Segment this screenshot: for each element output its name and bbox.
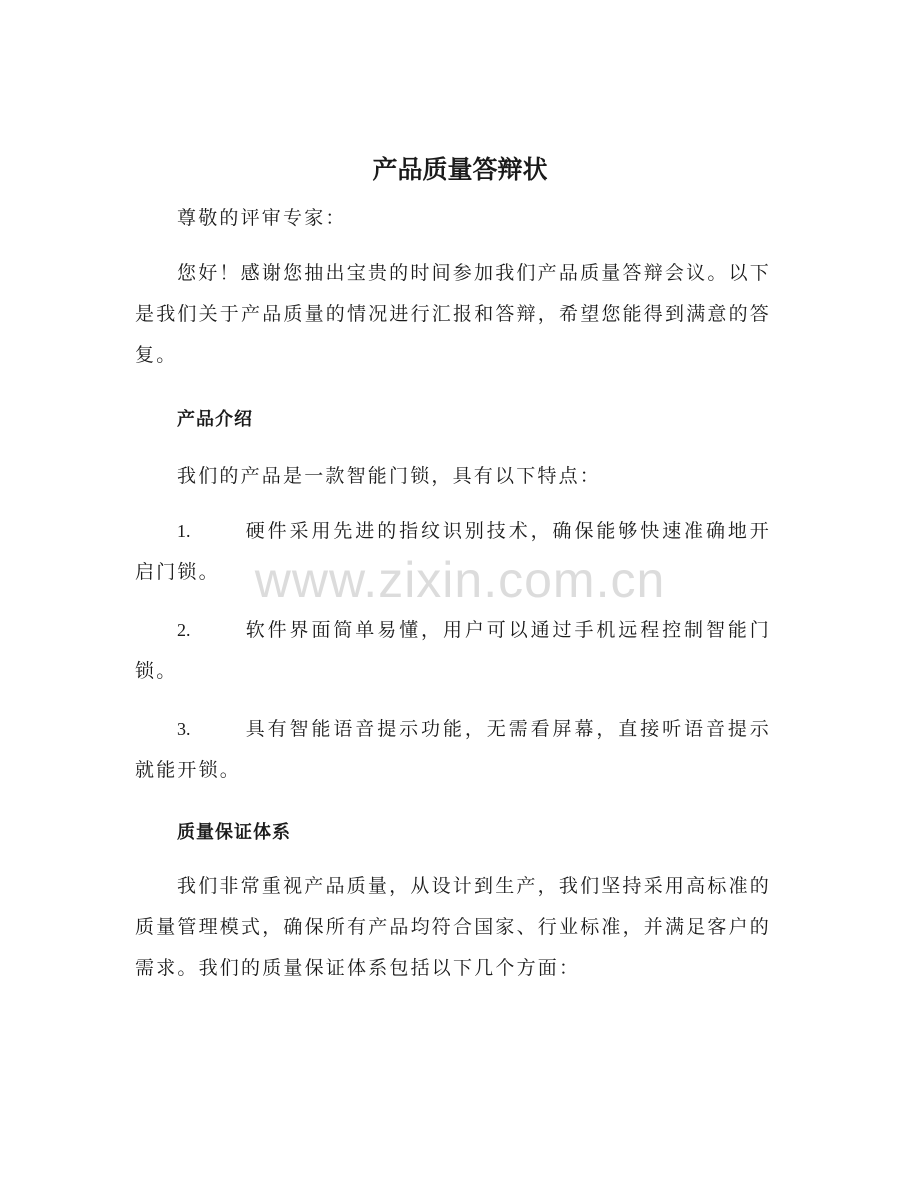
list-item-number: 2. <box>177 620 191 640</box>
section-heading-quality-system: 质量保证体系 <box>177 822 291 843</box>
list-item-number: 1. <box>177 521 191 541</box>
product-lead-paragraph: 我们的产品是一款智能门锁，具有以下特点： <box>177 465 602 487</box>
list-item-text: 具有智能语音提示功能，无需看屏幕，直接听语音提示就能开锁。 <box>135 718 771 781</box>
list-item <box>135 709 771 791</box>
salutation: 尊敬的评审专家： <box>177 207 347 229</box>
document-title: 产品质量答辩状 <box>372 155 548 184</box>
intro-paragraph: 您好！感谢您抽出宝贵的时间参加我们产品质量答辩会议。以下是我们关于产品质量的情况进行汇报和答辩，希望您能得到满意的答复。 <box>135 262 772 366</box>
list-item <box>135 511 771 593</box>
list-item-text: 软件界面简单易懂，用户可以通过手机远程控制智能门锁。 <box>135 619 771 682</box>
list-item <box>135 610 771 692</box>
section-heading-product-intro: 产品介绍 <box>177 409 253 430</box>
watermark: www.zixin.com.cn <box>254 552 666 608</box>
quality-system-paragraph: 我们非常重视产品质量，从设计到生产，我们坚持采用高标准的质量管理模式，确保所有产品均符合国家、行业标准，并满足客户的需求。我们的质量保证体系包括以下几个方面： <box>135 875 772 979</box>
list-item-text: 硬件采用先进的指纹识别技术，确保能够快速准确地开启门锁。 <box>135 520 771 583</box>
list-item-number: 3. <box>177 719 191 739</box>
